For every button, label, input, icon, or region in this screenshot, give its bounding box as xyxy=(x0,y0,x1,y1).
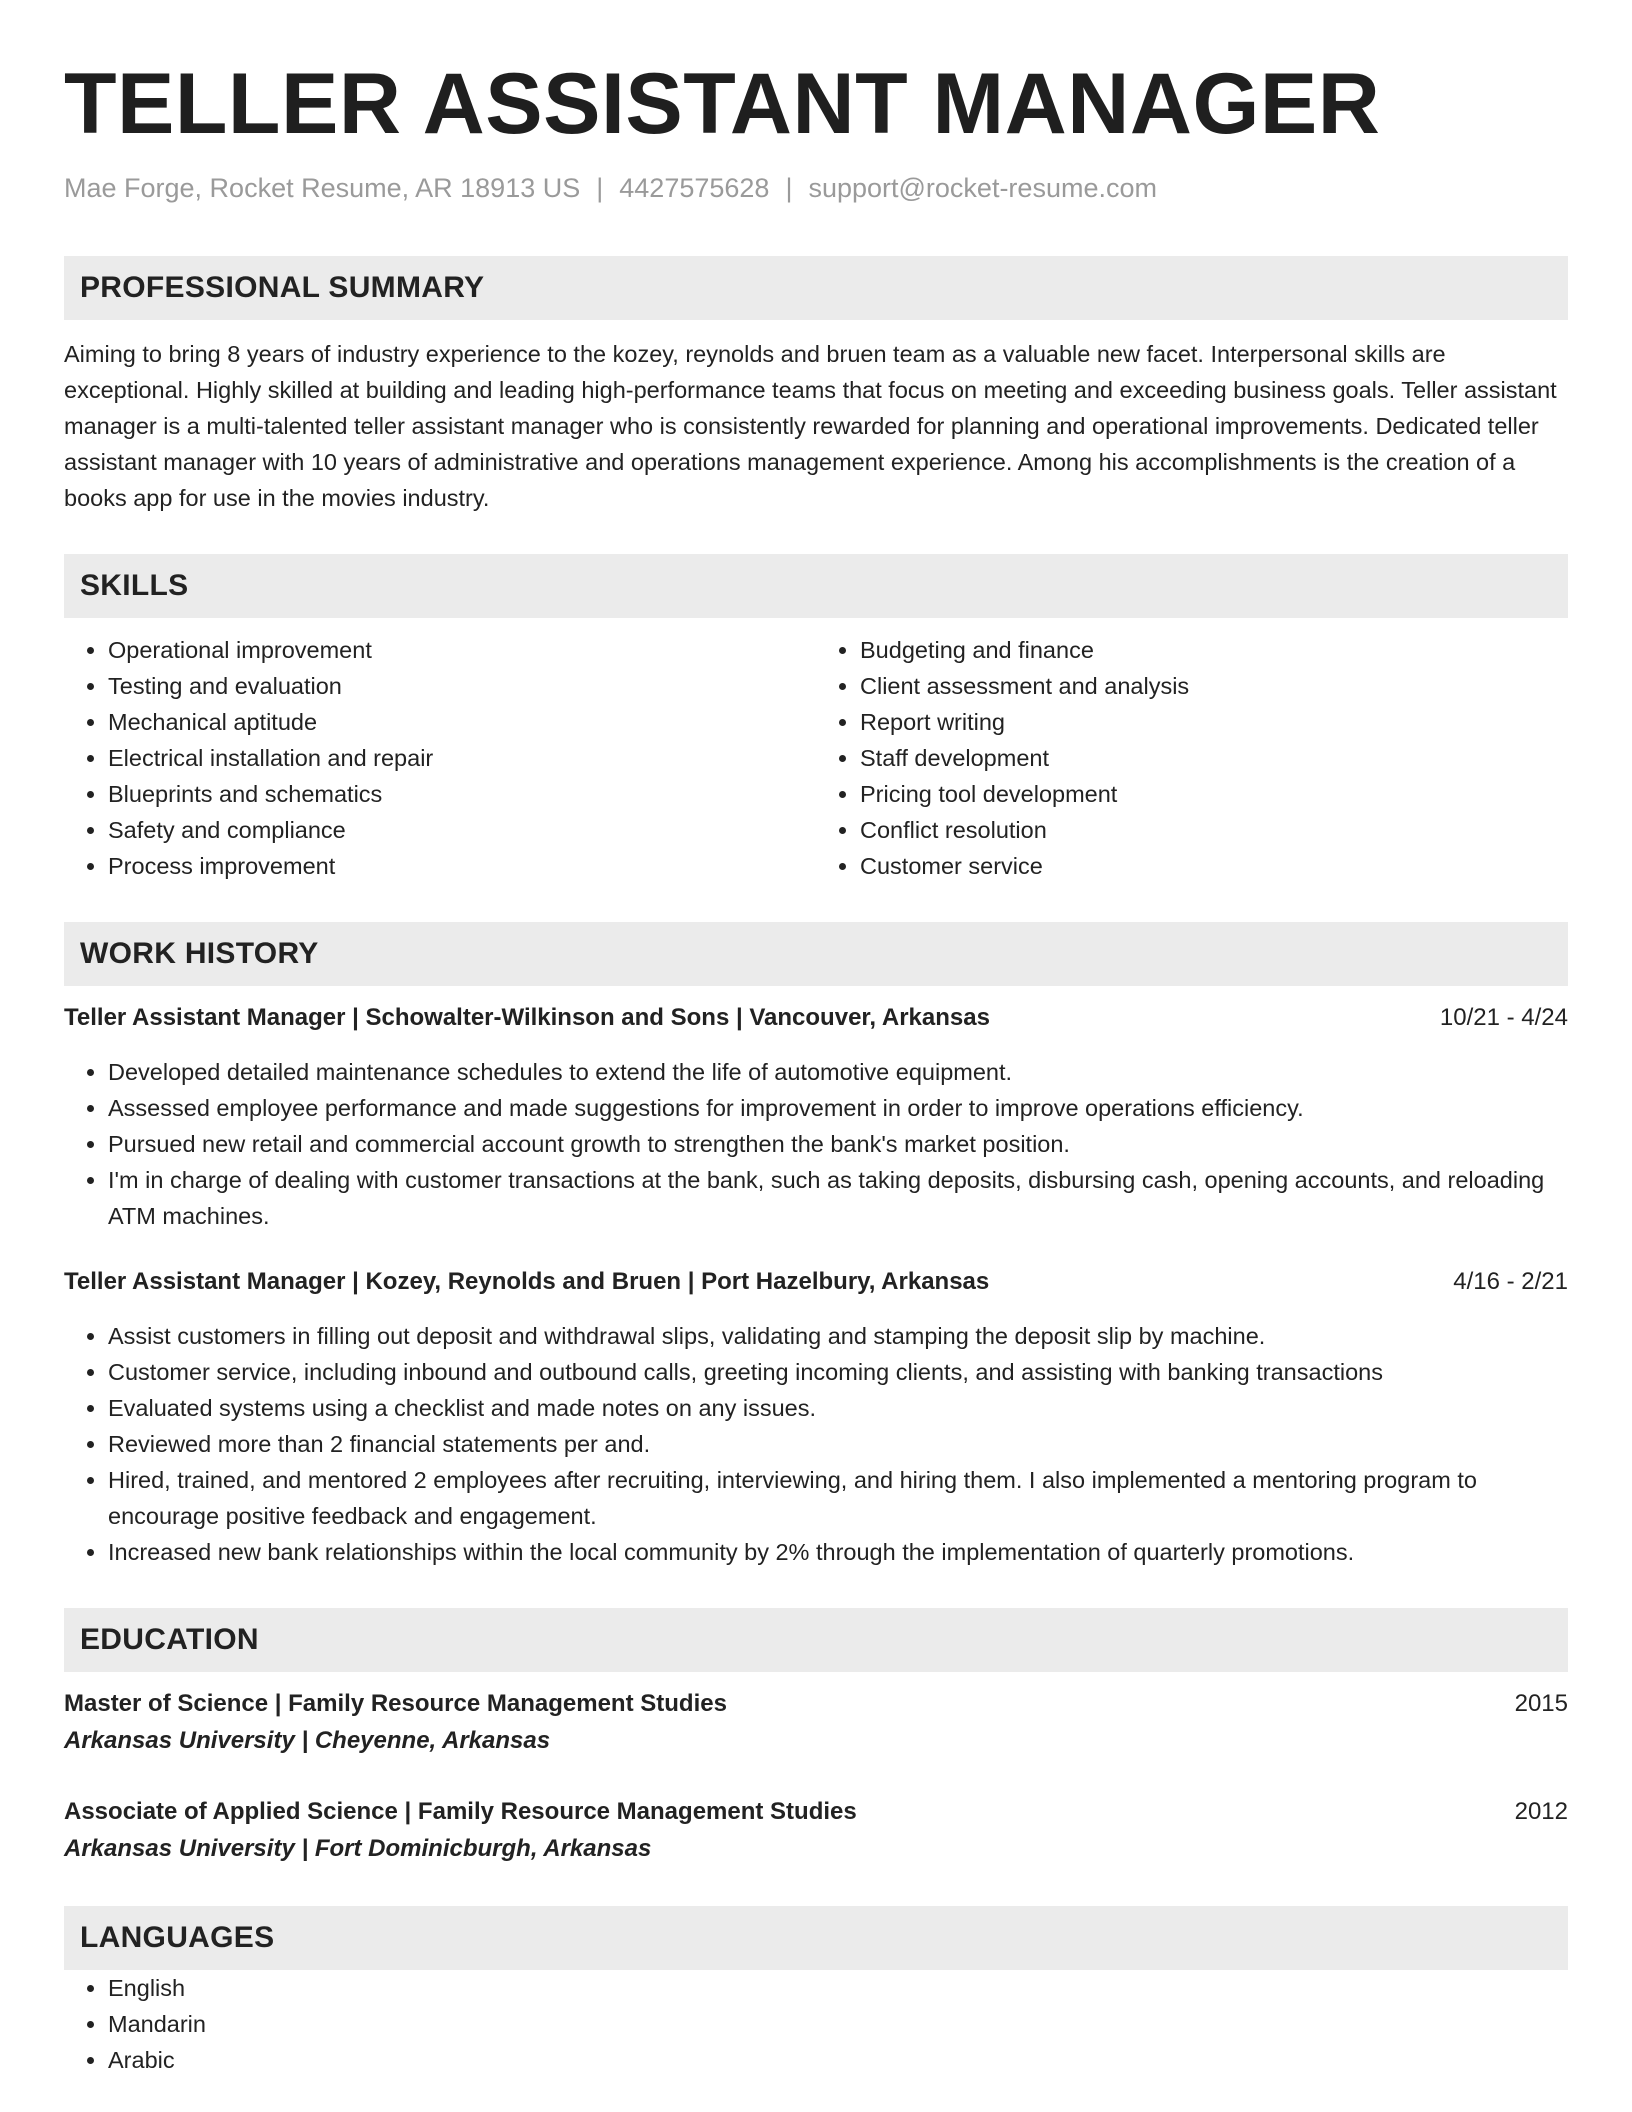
job-bullet: • Reviewed more than 2 financial statements per and. xyxy=(108,1426,1568,1462)
skill-item: • Process improvement xyxy=(108,848,816,884)
skill-item: • Electrical installation and repair xyxy=(108,740,816,776)
skill-item: • Safety and compliance xyxy=(108,812,816,848)
skills-column-left xyxy=(64,632,816,884)
skill-item: • Customer service xyxy=(860,848,1568,884)
education-school: Arkansas University | Fort Dominicburgh, Arkansas xyxy=(64,1835,652,1862)
contact-address: Mae Forge, Rocket Resume, AR 18913 US xyxy=(64,173,581,203)
job-header xyxy=(64,1000,1568,1036)
skill-item: • Mechanical aptitude xyxy=(108,704,816,740)
education-entry xyxy=(64,1686,1568,1760)
job-bullet: • Assessed employee performance and made suggestions for improvement in order to improve operations efficiency. xyxy=(108,1090,1568,1126)
job-bullets xyxy=(64,1054,1568,1234)
skills-list xyxy=(64,632,1568,884)
skill-item: • Staff development xyxy=(860,740,1568,776)
contact-separator: | xyxy=(596,173,604,203)
section-heading-languages: LANGUAGES xyxy=(64,1906,1568,1970)
summary-text: Aiming to bring 8 years of industry experience to the kozey, reynolds and bruen team as a valuable new facet. Interpersonal skills are exceptional. Highly skilled at building and leading high-performance teams that focus on meeting and exceeding business goals. Teller assistant manager is a multi-talented teller assistant manager who is consistently rewarded for planning and operational improvements. Dedicated teller assistant manager with 10 years of administrative and operations management experience. Among his accomplishments is the creation of a books app for use in the movies industry. xyxy=(64,341,1557,511)
education-school: Arkansas University | Cheyenne, Arkansas xyxy=(64,1727,551,1754)
job-bullet: • Pursued new retail and commercial account growth to strengthen the bank's market position. xyxy=(108,1126,1568,1162)
language-item: • Mandarin xyxy=(108,2006,1568,2042)
job-bullet: • Increased new bank relationships within the local community by 2% through the implementation of quarterly promotions. xyxy=(108,1534,1568,1570)
skill-item: • Testing and evaluation xyxy=(108,668,816,704)
skill-item: • Report writing xyxy=(860,704,1568,740)
job-bullet: • Customer service, including inbound and outbound calls, greeting incoming clients, and assisting with banking transactions xyxy=(108,1354,1568,1390)
job-entry xyxy=(64,1264,1568,1570)
job-bullet: • Assist customers in filling out deposit and withdrawal slips, validating and stamping the deposit slip by machine. xyxy=(108,1318,1568,1354)
skill-item: • Operational improvement xyxy=(108,632,816,668)
contact-phone: 4427575628 xyxy=(619,173,770,203)
section-heading-skills: SKILLS xyxy=(64,554,1568,618)
education-degree: Master of Science | Family Resource Management Studies xyxy=(64,1690,727,1717)
education-header xyxy=(64,1686,1568,1722)
language-item: • English xyxy=(108,1970,1568,2006)
section-heading-education: EDUCATION xyxy=(64,1608,1568,1672)
contact-separator: | xyxy=(785,173,793,203)
education-entry xyxy=(64,1794,1568,1868)
languages-list xyxy=(64,1970,1568,2078)
education-year: 2012 xyxy=(1514,1798,1568,1825)
skill-item: • Blueprints and schematics xyxy=(108,776,816,812)
resume-title: TELLER ASSISTANT MANAGER xyxy=(64,56,1381,152)
job-dates: 10/21 - 4/24 xyxy=(1439,1004,1568,1031)
education-degree: Associate of Applied Science | Family Resource Management Studies xyxy=(64,1798,857,1825)
education-header xyxy=(64,1794,1568,1830)
language-item: • Arabic xyxy=(108,2042,1568,2078)
section-heading-summary: PROFESSIONAL SUMMARY xyxy=(64,256,1568,320)
job-bullets xyxy=(64,1318,1568,1570)
contact-email: support@rocket-resume.com xyxy=(808,173,1157,203)
skill-item: • Client assessment and analysis xyxy=(860,668,1568,704)
job-title: Teller Assistant Manager | Schowalter-Wilkinson and Sons | Vancouver, Arkansas xyxy=(64,1004,990,1031)
education-year: 2015 xyxy=(1514,1690,1568,1717)
job-dates: 4/16 - 2/21 xyxy=(1453,1268,1568,1295)
job-header xyxy=(64,1264,1568,1300)
job-bullet: • Evaluated systems using a checklist and made notes on any issues. xyxy=(108,1390,1568,1426)
job-bullet: • I'm in charge of dealing with customer transactions at the bank, such as taking deposits, disbursing cash, opening accounts, and reloading ATM machines. xyxy=(108,1162,1568,1234)
contact-line xyxy=(64,170,1568,206)
job-entry xyxy=(64,1000,1568,1234)
skill-item: • Pricing tool development xyxy=(860,776,1568,812)
skill-item: • Budgeting and finance xyxy=(860,632,1568,668)
job-bullet: • Developed detailed maintenance schedules to extend the life of automotive equipment. xyxy=(108,1054,1568,1090)
job-bullet: • Hired, trained, and mentored 2 employees after recruiting, interviewing, and hiring them. I also implemented a mentoring program to encourage positive feedback and engagement. xyxy=(108,1462,1568,1534)
skill-item: • Conflict resolution xyxy=(860,812,1568,848)
section-heading-work-history: WORK HISTORY xyxy=(64,922,1568,986)
skills-column-right xyxy=(816,632,1568,884)
job-title: Teller Assistant Manager | Kozey, Reynolds and Bruen | Port Hazelbury, Arkansas xyxy=(64,1268,990,1295)
